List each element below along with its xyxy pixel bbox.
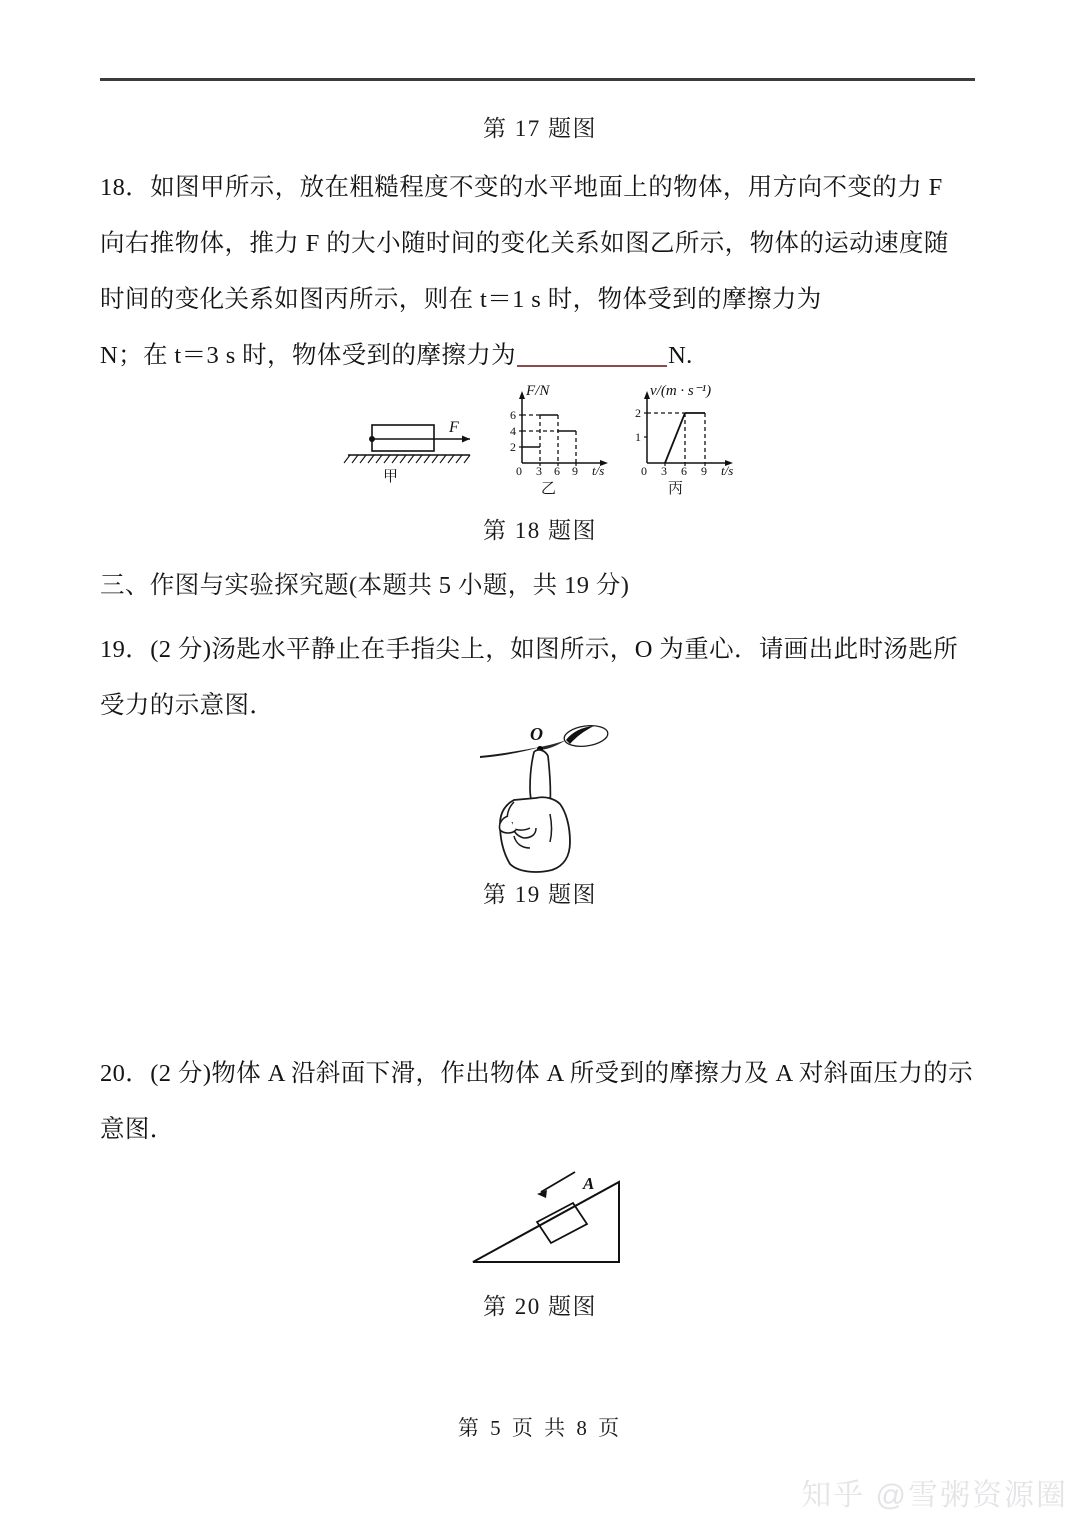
block-shape — [372, 425, 434, 451]
figure-20-caption: 第 20 题图 — [483, 1294, 597, 1319]
question-20-text — [100, 1046, 980, 1158]
page-footer: 第 5 页 共 8 页 — [457, 1416, 623, 1440]
panel-yi-xtick-0: 0 — [516, 464, 522, 478]
panel-yi-ytick-4: 4 — [510, 424, 516, 438]
panel-bing-y-axis-label: v/(m · s⁻¹) — [650, 383, 712, 399]
force-dashed-guides — [522, 415, 576, 463]
question-18-text — [100, 160, 980, 384]
question-18-line-2: 向右推物体，推力 F 的大小随时间的变化关系如图乙所示，物体的运动速度随 — [100, 230, 949, 257]
panel-yi-xtick-6: 6 — [554, 464, 560, 478]
question-18-line-1: 18．如图甲所示，放在粗糙程度不变的水平地面上的物体，用方向不变的力 F — [100, 174, 943, 201]
force-arrow-head — [462, 436, 470, 443]
question-18-line-4-before: N；在 t＝3 s 时，物体受到的摩擦力为 — [100, 342, 517, 369]
velocity-dashed-guides — [647, 413, 705, 463]
watermark: 知乎 @雪粥资源圈 — [801, 1479, 1068, 1512]
panel-yi-xtick-3: 3 — [536, 464, 542, 478]
figure-17-caption: 第 17 题图 — [483, 116, 597, 141]
force-application-point — [369, 436, 375, 442]
center-of-gravity-label-O: O — [530, 724, 543, 744]
question-18-line-3: 时间的变化关系如图丙所示，则在 t＝1 s 时，物体受到的摩擦力为 — [100, 286, 822, 313]
inclined-plane-illustration — [465, 1152, 665, 1282]
panel-yi-y-axis-label: F/N — [526, 383, 550, 399]
panel-yi-name: 乙 — [541, 481, 557, 497]
spoon-handle — [480, 747, 540, 758]
force-label-F: F — [449, 419, 459, 436]
panel-bing-xtick-3: 3 — [661, 464, 667, 478]
answer-blank-18[interactable] — [517, 365, 667, 367]
figure-19-diagram — [478, 718, 618, 878]
figure-19-caption: 第 19 题图 — [483, 882, 597, 907]
motion-arrow-line — [541, 1172, 575, 1192]
panel-jia-block-on-ground — [330, 385, 495, 495]
section-3-heading: 三、作图与实验探究题(本题共 5 小题，共 19 分) — [100, 572, 630, 599]
hand-with-spoon-illustration — [478, 718, 618, 878]
panel-bing-xtick-9: 9 — [701, 464, 707, 478]
panel-yi-xtick-9: 9 — [572, 464, 578, 478]
spoon-neck — [540, 740, 566, 750]
figure-20-diagram — [465, 1152, 665, 1282]
panel-bing-xtick-0: 0 — [641, 464, 647, 478]
question-19-line-1: 19．(2 分)汤匙水平静止在手指尖上，如图所示，O 为重心．请画出此时汤匙所 — [100, 636, 959, 663]
panel-jia-name: 甲 — [383, 469, 399, 485]
question-18-line-4-after: N. — [668, 342, 693, 369]
question-20-line-2: 意图． — [100, 1116, 175, 1143]
figure-18-caption: 第 18 题图 — [483, 518, 597, 543]
panel-bing-ytick-2: 2 — [635, 406, 641, 420]
header-rule — [100, 78, 975, 81]
question-20-line-1: 20．(2 分)物体 A 沿斜面下滑，作出物体 A 所受到的摩擦力及 A 对斜面压力的示 — [100, 1060, 974, 1087]
ground-hatching — [344, 455, 470, 463]
block-label-A: A — [583, 1174, 595, 1193]
figure-18-diagram — [330, 385, 750, 495]
y-axis-arrow — [519, 391, 525, 399]
panel-bing-ytick-1: 1 — [635, 430, 641, 444]
panel-yi-ytick-2: 2 — [510, 440, 516, 454]
panel-bing-name: 丙 — [668, 481, 684, 497]
panel-yi-ytick-6: 6 — [510, 408, 516, 422]
question-18-line-4 — [100, 328, 980, 384]
question-19-line-2: 受力的示意图． — [100, 692, 275, 719]
panel-yi-x-axis-label: t/s — [592, 463, 605, 478]
spoon-bowl-shading — [566, 726, 594, 744]
panel-bing-xtick-6: 6 — [681, 464, 687, 478]
panel-bing-x-axis-label: t/s — [721, 463, 734, 478]
hand-fist — [500, 797, 570, 872]
